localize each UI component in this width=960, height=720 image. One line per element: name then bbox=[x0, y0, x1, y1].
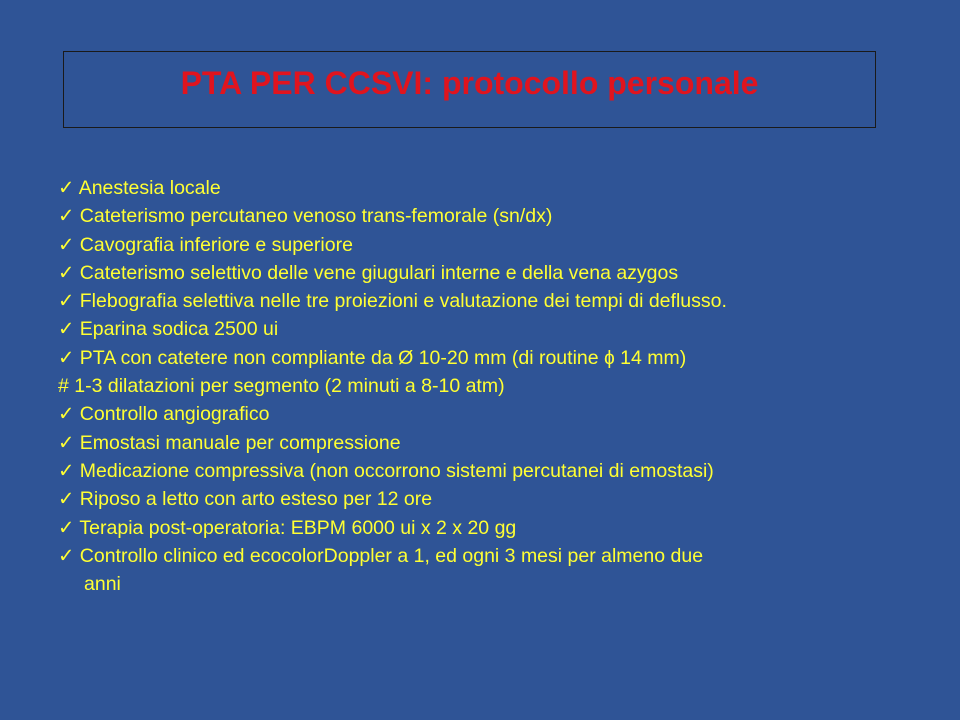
list-item bbox=[58, 372, 938, 400]
list-item-text: Eparina sodica 2500 ui bbox=[79, 318, 279, 341]
list-item bbox=[58, 542, 938, 599]
list-item-text: Cateterismo percutaneo venoso trans-femorale (sn/dx) bbox=[79, 205, 553, 228]
check-icon: ✓ bbox=[58, 233, 75, 256]
check-icon: ✓ bbox=[58, 290, 75, 313]
list-item-text: Flebografia selettiva nelle tre proiezioni e valutazione dei tempi di deflusso. bbox=[79, 290, 727, 313]
list-item-text: Emostasi manuale per compressione bbox=[79, 431, 401, 454]
check-icon: ✓ bbox=[58, 205, 75, 228]
list-item-text: PTA con catetere non compliante da Ø 10-20 mm (di routine ɸ 14 mm) bbox=[79, 346, 687, 369]
check-icon: ✓ bbox=[58, 459, 75, 482]
list-item bbox=[58, 514, 938, 542]
protocol-list bbox=[58, 174, 938, 598]
title-box bbox=[63, 51, 876, 128]
list-item-continuation: anni bbox=[84, 573, 121, 596]
list-item bbox=[58, 400, 938, 428]
list-item-text: Medicazione compressiva (non occorrono sistemi percutanei di emostasi) bbox=[79, 459, 714, 482]
list-item-text: Anestesia locale bbox=[78, 177, 221, 199]
list-item-text: Terapia post-operatoria: EBPM 6000 ui x 2 x 20 gg bbox=[79, 516, 517, 539]
list-item bbox=[58, 457, 938, 485]
check-icon: ✓ bbox=[58, 261, 75, 284]
list-item-text: Cateterismo selettivo delle vene giugulari interne e della vena azygos bbox=[79, 261, 679, 284]
list-item-text: Controllo clinico ed ecocolorDoppler a 1, ed ogni 3 mesi per almeno due bbox=[79, 544, 704, 567]
check-icon: ✓ bbox=[58, 431, 75, 454]
check-icon: ✓ bbox=[58, 403, 75, 426]
list-item-text: Riposo a letto con arto esteso per 12 ore bbox=[79, 488, 433, 511]
check-icon: ✓ bbox=[58, 346, 75, 369]
check-icon: ✓ bbox=[58, 318, 75, 341]
list-item-text: Cavografia inferiore e superiore bbox=[79, 233, 353, 256]
hash-marker: # bbox=[58, 375, 69, 398]
list-item-text: 1-3 dilatazioni per segmento (2 minuti a 8-10 atm) bbox=[74, 375, 505, 398]
slide-title: PTA PER CCSVI: protocollo personale bbox=[180, 65, 759, 101]
check-icon: ✓ bbox=[58, 544, 75, 567]
list-item bbox=[58, 174, 938, 202]
list-item bbox=[58, 259, 938, 287]
list-item bbox=[58, 287, 938, 315]
list-item bbox=[58, 485, 938, 513]
check-icon: ✓ bbox=[58, 488, 75, 511]
list-item bbox=[58, 429, 938, 457]
check-icon: ✓ bbox=[58, 177, 75, 199]
check-icon: ✓ bbox=[58, 516, 75, 539]
list-item bbox=[58, 202, 938, 230]
list-item bbox=[58, 231, 938, 259]
list-item bbox=[58, 344, 938, 372]
list-item-text: Controllo angiografico bbox=[79, 403, 270, 426]
list-item bbox=[58, 315, 938, 343]
